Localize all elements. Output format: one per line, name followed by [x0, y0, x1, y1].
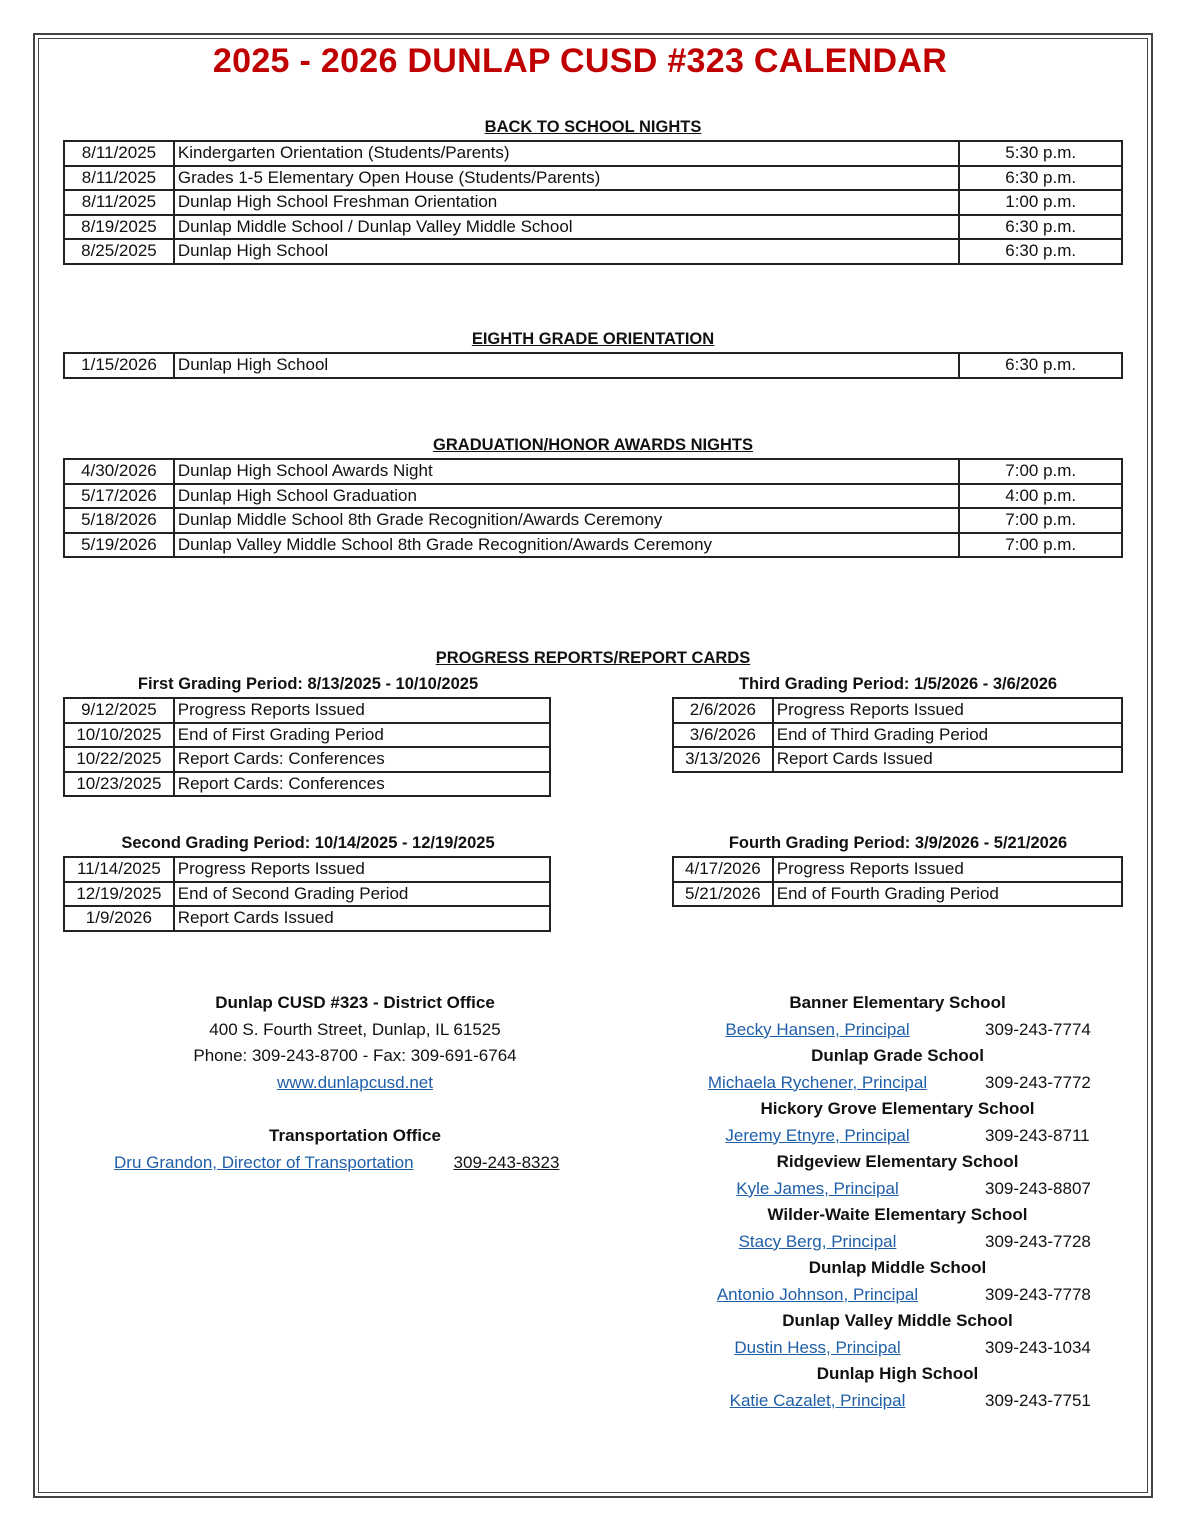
event-cell: End of Third Grading Period — [773, 723, 1122, 748]
date-cell: 10/23/2025 — [64, 772, 174, 797]
transportation-contact-row — [114, 1150, 559, 1176]
district-office-address: 400 S. Fourth Street, Dunlap, IL 61525 — [209, 1019, 501, 1039]
principal-link[interactable]: Michaela Rychener, Principal — [707, 1072, 928, 1092]
school-name: Dunlap Middle School — [808, 1258, 987, 1277]
school-phone: 309-243-7774 — [985, 1019, 1091, 1039]
date-cell: 3/13/2026 — [673, 747, 773, 772]
table-row — [64, 857, 550, 882]
table-row — [64, 747, 550, 772]
date-cell: 1/9/2026 — [64, 906, 174, 931]
third-period-title: Third Grading Period: 1/5/2026 - 3/6/2026 — [738, 675, 1058, 693]
table-row — [64, 533, 1122, 558]
time-cell: 7:00 p.m. — [959, 459, 1122, 484]
school-phone: 309-243-8711 — [985, 1125, 1090, 1145]
school-principal-row — [660, 1176, 975, 1203]
event-cell: Dunlap High School Freshman Orientation — [174, 190, 959, 215]
time-cell: 1:00 p.m. — [959, 190, 1122, 215]
back-to-school-heading: BACK TO SCHOOL NIGHTS — [484, 118, 702, 136]
time-cell: 7:00 p.m. — [959, 508, 1122, 533]
principal-link[interactable]: Stacy Berg, Principal — [738, 1231, 897, 1251]
school-phone: 309-243-8807 — [985, 1178, 1091, 1198]
table-row — [64, 906, 550, 931]
table-row — [64, 698, 550, 723]
date-cell: 8/11/2025 — [64, 190, 174, 215]
transportation-block — [100, 1123, 610, 1150]
principal-link[interactable]: Kyle James, Principal — [736, 1178, 899, 1198]
date-cell: 8/11/2025 — [64, 141, 174, 166]
fourth-period-table — [672, 856, 1123, 907]
school-principal-row — [660, 1123, 975, 1150]
first-period-title: First Grading Period: 8/13/2025 - 10/10/2025 — [137, 675, 479, 693]
date-cell: 10/10/2025 — [64, 723, 174, 748]
table-row — [64, 215, 1122, 240]
event-cell: Dunlap High School Graduation — [174, 484, 960, 509]
date-cell: 5/19/2026 — [64, 533, 174, 558]
school-phone: 309-243-7772 — [985, 1072, 1091, 1092]
time-cell: 6:30 p.m. — [959, 239, 1122, 264]
table-row — [64, 882, 550, 907]
table-row — [64, 772, 550, 797]
progress-heading: PROGRESS REPORTS/REPORT CARDS — [435, 649, 751, 667]
district-office-block — [100, 990, 610, 1096]
school-principal-row — [660, 1388, 975, 1415]
transportation-director-link[interactable]: Dru Grandon, Director of Transportation — [114, 1153, 414, 1172]
event-cell: End of Fourth Grading Period — [773, 882, 1122, 907]
time-cell: 6:30 p.m. — [959, 353, 1122, 378]
table-row — [64, 141, 1122, 166]
table-row — [64, 166, 1122, 191]
event-cell: Dunlap High School Awards Night — [174, 459, 960, 484]
school-phone: 309-243-1034 — [985, 1337, 1091, 1357]
second-period-table — [63, 856, 551, 932]
school-name: Hickory Grove Elementary School — [760, 1099, 1035, 1118]
eighth-grade-heading: EIGHTH GRADE ORIENTATION — [471, 330, 715, 348]
graduation-table — [63, 458, 1123, 558]
district-office-phone: Phone: 309-243-8700 - Fax: 309-691-6764 — [193, 1046, 517, 1065]
event-cell: Progress Reports Issued — [174, 857, 550, 882]
event-cell: Progress Reports Issued — [773, 698, 1122, 723]
fourth-period-title: Fourth Grading Period: 3/9/2026 - 5/21/2026 — [728, 834, 1068, 852]
page-title: 2025 - 2026 DUNLAP CUSD #323 CALENDAR — [212, 42, 948, 80]
back-to-school-table — [63, 140, 1123, 265]
school-principal-row — [660, 1229, 975, 1256]
table-row — [64, 239, 1122, 264]
eighth-grade-table — [63, 352, 1123, 379]
event-cell: Grades 1-5 Elementary Open House (Students/Parents) — [174, 166, 959, 191]
table-row — [64, 190, 1122, 215]
date-cell: 2/6/2026 — [673, 698, 773, 723]
school-name: Wilder-Waite Elementary School — [767, 1205, 1028, 1224]
date-cell: 8/19/2025 — [64, 215, 174, 240]
district-website-link[interactable]: www.dunlapcusd.net — [277, 1072, 433, 1092]
event-cell: Dunlap High School — [174, 353, 959, 378]
school-name: Dunlap High School — [816, 1364, 979, 1383]
date-cell: 12/19/2025 — [64, 882, 174, 907]
time-cell: 6:30 p.m. — [959, 166, 1122, 191]
school-principal-row — [660, 1070, 975, 1097]
table-row — [64, 353, 1122, 378]
school-phone: 309-243-7751 — [985, 1390, 1091, 1410]
event-cell: Progress Reports Issued — [773, 857, 1122, 882]
event-cell: Dunlap Middle School / Dunlap Valley Middle School — [174, 215, 959, 240]
date-cell: 5/17/2026 — [64, 484, 174, 509]
event-cell: Report Cards Issued — [174, 906, 550, 931]
table-row — [64, 508, 1122, 533]
school-name: Dunlap Grade School — [811, 1046, 984, 1065]
school-principal-row — [660, 1282, 975, 1309]
event-cell: Report Cards: Conferences — [174, 747, 550, 772]
principal-link[interactable]: Dustin Hess, Principal — [734, 1337, 901, 1357]
event-cell: Dunlap Valley Middle School 8th Grade Recognition/Awards Ceremony — [174, 533, 960, 558]
table-row — [64, 723, 550, 748]
table-row — [64, 484, 1122, 509]
school-name: Dunlap Valley Middle School — [782, 1311, 1013, 1330]
school-principal-row — [660, 1335, 975, 1362]
event-cell: End of Second Grading Period — [174, 882, 550, 907]
table-row — [673, 747, 1122, 772]
table-row — [673, 882, 1122, 907]
event-cell: Dunlap High School — [174, 239, 959, 264]
school-name: Ridgeview Elementary School — [776, 1152, 1019, 1171]
transportation-name: Transportation Office — [269, 1126, 441, 1145]
event-cell: Dunlap Middle School 8th Grade Recognition/Awards Ceremony — [174, 508, 960, 533]
time-cell: 6:30 p.m. — [959, 215, 1122, 240]
date-cell: 8/25/2025 — [64, 239, 174, 264]
date-cell: 1/15/2026 — [64, 353, 174, 378]
district-office-name: Dunlap CUSD #323 - District Office — [215, 993, 495, 1012]
transportation-phone: 309-243-8323 — [453, 1153, 560, 1172]
date-cell: 10/22/2025 — [64, 747, 174, 772]
date-cell: 11/14/2025 — [64, 857, 174, 882]
table-row — [673, 698, 1122, 723]
principal-link[interactable]: Katie Cazalet, Principal — [729, 1390, 906, 1410]
principal-link[interactable]: Becky Hansen, Principal — [725, 1019, 910, 1039]
date-cell: 5/18/2026 — [64, 508, 174, 533]
second-period-title: Second Grading Period: 10/14/2025 - 12/19/2025 — [121, 834, 495, 852]
time-cell: 4:00 p.m. — [959, 484, 1122, 509]
table-row — [64, 459, 1122, 484]
time-cell: 7:00 p.m. — [959, 533, 1122, 558]
third-period-table — [672, 697, 1123, 773]
date-cell: 8/11/2025 — [64, 166, 174, 191]
event-cell: Progress Reports Issued — [174, 698, 550, 723]
event-cell: Report Cards Issued — [773, 747, 1122, 772]
time-cell: 5:30 p.m. — [959, 141, 1122, 166]
principal-link[interactable]: Antonio Johnson, Principal — [716, 1284, 919, 1304]
school-name: Banner Elementary School — [789, 993, 1006, 1012]
date-cell: 4/30/2026 — [64, 459, 174, 484]
first-period-table — [63, 697, 551, 797]
table-row — [673, 857, 1122, 882]
event-cell: Kindergarten Orientation (Students/Parents) — [174, 141, 959, 166]
school-phone: 309-243-7778 — [985, 1284, 1091, 1304]
school-phone: 309-243-7728 — [985, 1231, 1091, 1251]
event-cell: Report Cards: Conferences — [174, 772, 550, 797]
date-cell: 9/12/2025 — [64, 698, 174, 723]
school-principal-row — [660, 1017, 975, 1044]
graduation-heading: GRADUATION/HONOR AWARDS NIGHTS — [433, 436, 753, 454]
date-cell: 5/21/2026 — [673, 882, 773, 907]
date-cell: 3/6/2026 — [673, 723, 773, 748]
event-cell: End of First Grading Period — [174, 723, 550, 748]
date-cell: 4/17/2026 — [673, 857, 773, 882]
principal-link[interactable]: Jeremy Etnyre, Principal — [725, 1125, 910, 1145]
table-row — [673, 723, 1122, 748]
